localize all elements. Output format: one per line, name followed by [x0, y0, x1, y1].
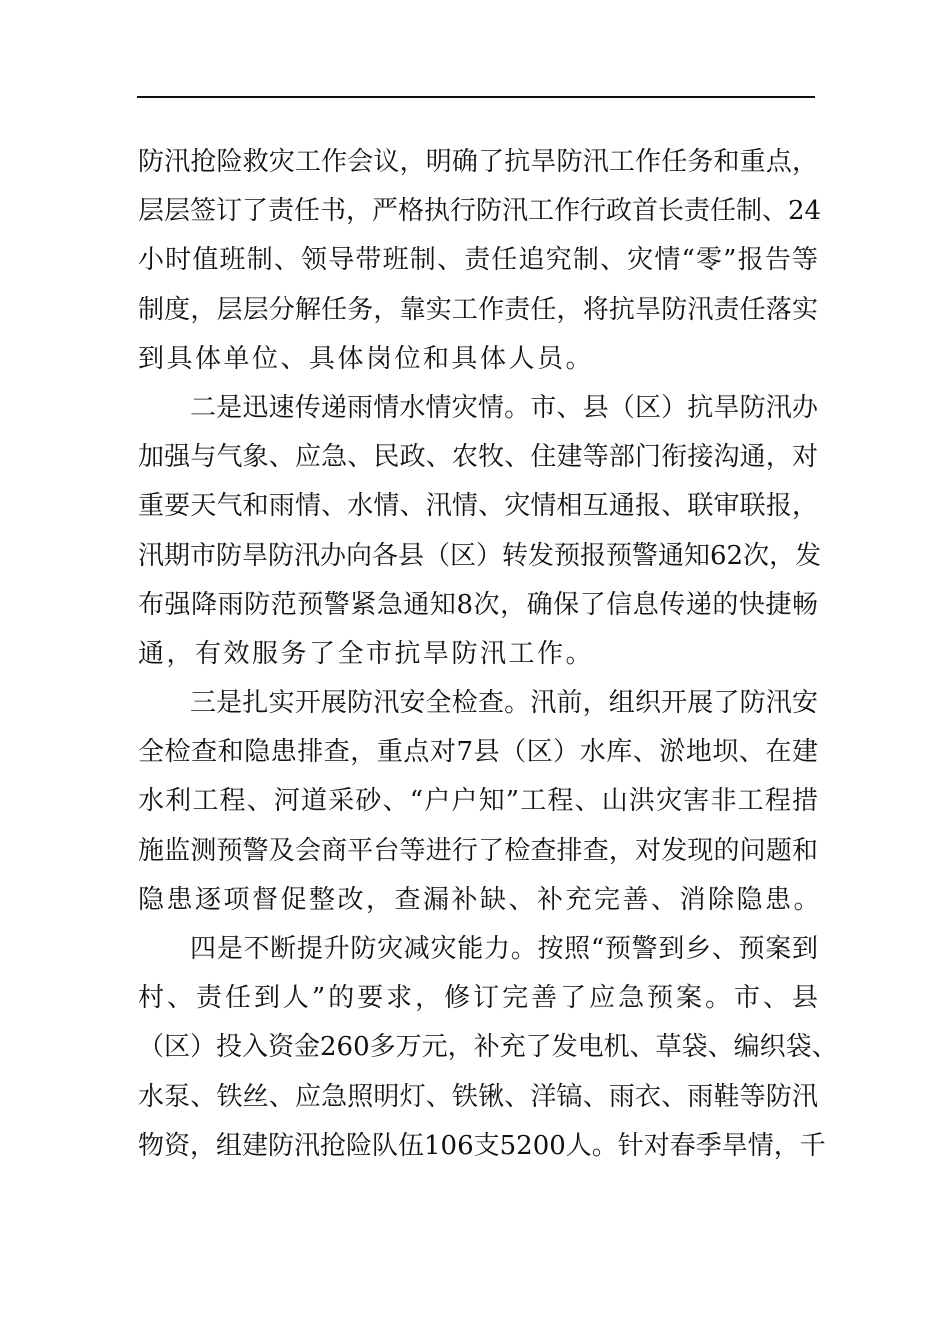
- text-line: 村、责任到人”的要求，修订完善了应急预案。市、县: [138, 983, 818, 1014]
- text-line: 加强与气象、应急、民政、农牧、住建等部门衔接沟通，对: [138, 442, 818, 473]
- text-line: 制度，层层分解任务，靠实工作责任，将抗旱防汛责任落实: [138, 294, 818, 325]
- text-line: （区）投入资金260多万元，补充了发电机、草袋、编织袋、: [138, 1032, 838, 1063]
- text-line: 水泵、铁丝、应急照明灯、铁锹、洋镐、雨衣、雨鞋等防汛: [138, 1081, 818, 1112]
- text-line: 到具体单位、具体岗位和具体人员。: [138, 343, 595, 374]
- text-line: 全检查和隐患排查，重点对7县（区）水库、淤地坝、在建: [138, 737, 818, 768]
- paragraph-start-line: 四是不断提升防灾减灾能力。按照“预警到乡、预案到: [190, 934, 818, 964]
- text-line: 小时值班制、领导带班制、责任追究制、灾情“零”报告等: [138, 245, 818, 276]
- text-line: 物资，组建防汛抢险队伍106支5200人。针对春季旱情，千: [138, 1130, 826, 1161]
- header-rule: [137, 96, 815, 98]
- text-line: 布强降雨防范预警紧急通知8次，确保了信息传递的快捷畅: [138, 589, 818, 620]
- text-line: 施监测预警及会商平台等进行了检查排查，对发现的问题和: [138, 835, 818, 866]
- text-line: 汛期市防旱防汛办向各县（区）转发预报预警通知62次，发: [138, 540, 822, 571]
- paragraph-start-line: 二是迅速传递雨情水情灾情。市、县（区）抗旱防汛办: [190, 392, 818, 423]
- paragraph-start-line: 三是扎实开展防汛安全检查。汛前，组织开展了防汛安: [190, 688, 818, 719]
- text-line: 重要天气和雨情、水情、汛情、灾情相互通报、联审联报，: [138, 491, 818, 522]
- text-line: 层层签订了责任书，严格执行防汛工作行政首长责任制、24: [138, 196, 822, 227]
- text-line: 防汛抢险救灾工作会议，明确了抗旱防汛工作任务和重点，: [138, 147, 818, 177]
- text-line: 隐患逐项督促整改，查漏补缺、补充完善、消除隐患。: [138, 884, 823, 915]
- text-line: 水利工程、河道采砂、“户户知”工程、山洪灾害非工程措: [138, 786, 818, 817]
- text-line: 通，有效服务了全市抗旱防汛工作。: [138, 638, 595, 669]
- body-text: [138, 138, 838, 1171]
